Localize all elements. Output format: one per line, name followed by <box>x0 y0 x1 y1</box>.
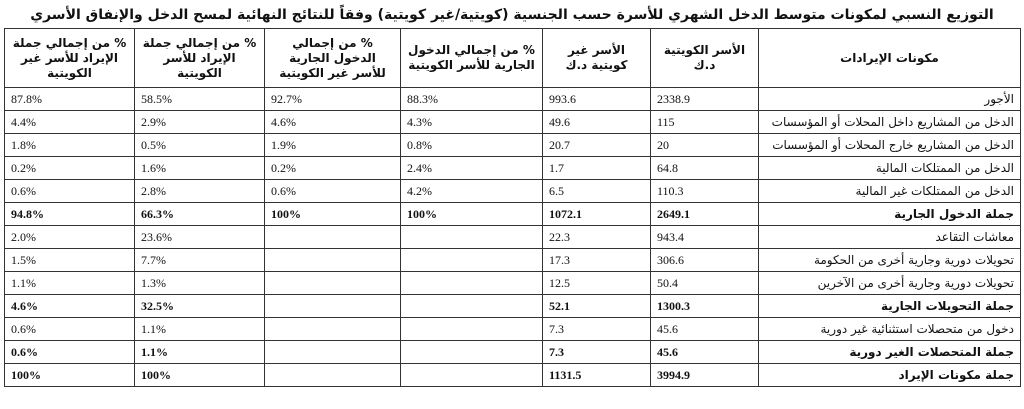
kuwaiti-value: 2649.1 <box>651 203 759 226</box>
row-label: الأجور <box>759 88 1021 111</box>
non-kuwaiti-value: 1072.1 <box>543 203 651 226</box>
header-pct-current-non-kuwaiti: % من إجمالي الدخول الجارية للأسر غير الكويتية <box>265 29 401 88</box>
pct-current-non-kuwaiti: 100% <box>265 203 401 226</box>
non-kuwaiti-value: 20.7 <box>543 134 651 157</box>
header-non-kuwaiti: الأسر غير كويتية د.ك <box>543 29 651 88</box>
pct-current-non-kuwaiti <box>265 295 401 318</box>
pct-current-non-kuwaiti <box>265 318 401 341</box>
pct-current-kuwaiti: 100% <box>401 203 543 226</box>
non-kuwaiti-value: 49.6 <box>543 111 651 134</box>
pct-total-kuwaiti: 2.8% <box>135 180 265 203</box>
pct-total-non-kuwaiti: 1.5% <box>5 249 135 272</box>
pct-current-kuwaiti <box>401 226 543 249</box>
kuwaiti-value: 1300.3 <box>651 295 759 318</box>
header-components: مكونات الإيرادات <box>759 29 1021 88</box>
pct-total-kuwaiti: 66.3% <box>135 203 265 226</box>
header-pct-total-non-kuwaiti: % من إجمالي جملة الإيراد للأسر غير الكويتية <box>5 29 135 88</box>
pct-current-non-kuwaiti <box>265 341 401 364</box>
pct-current-non-kuwaiti <box>265 226 401 249</box>
pct-current-kuwaiti <box>401 318 543 341</box>
pct-current-kuwaiti: 4.2% <box>401 180 543 203</box>
row-label: الدخل من المشاريع داخل المحلات أو المؤسسات <box>759 111 1021 134</box>
kuwaiti-value: 45.6 <box>651 318 759 341</box>
non-kuwaiti-value: 22.3 <box>543 226 651 249</box>
pct-current-kuwaiti: 2.4% <box>401 157 543 180</box>
non-kuwaiti-value: 7.3 <box>543 341 651 364</box>
table-row <box>5 111 1021 134</box>
table-row <box>5 226 1021 249</box>
row-label: الدخل من المشاريع خارج المحلات أو المؤسسات <box>759 134 1021 157</box>
pct-current-non-kuwaiti <box>265 272 401 295</box>
kuwaiti-value: 3994.9 <box>651 364 759 387</box>
pct-total-kuwaiti: 7.7% <box>135 249 265 272</box>
page-title: التوزيع النسبي لمكونات متوسط الدخل الشهري للأسرة حسب الجنسية (كويتية/غير كويتية) وفقاً للنتائج النهائية لمسح الدخل والإنفاق الأسري <box>30 7 994 23</box>
header-pct-total-kuwaiti: % من إجمالي جملة الإيراد للأسر الكويتية <box>135 29 265 88</box>
pct-total-non-kuwaiti: 2.0% <box>5 226 135 249</box>
pct-total-kuwaiti: 100% <box>135 364 265 387</box>
header-kuwaiti: الأسر الكويتية د.ك <box>651 29 759 88</box>
non-kuwaiti-value: 17.3 <box>543 249 651 272</box>
pct-total-kuwaiti: 1.6% <box>135 157 265 180</box>
pct-total-kuwaiti: 1.3% <box>135 272 265 295</box>
pct-current-kuwaiti <box>401 272 543 295</box>
total-row <box>5 364 1021 387</box>
table-row <box>5 88 1021 111</box>
pct-total-kuwaiti: 1.1% <box>135 341 265 364</box>
pct-current-kuwaiti <box>401 341 543 364</box>
pct-total-non-kuwaiti: 1.8% <box>5 134 135 157</box>
pct-total-non-kuwaiti: 0.6% <box>5 341 135 364</box>
pct-current-kuwaiti: 4.3% <box>401 111 543 134</box>
pct-total-kuwaiti: 0.5% <box>135 134 265 157</box>
kuwaiti-value: 943.4 <box>651 226 759 249</box>
row-label: جملة التحويلات الجارية <box>759 295 1021 318</box>
row-label: تحويلات دورية وجارية أخرى من الآخرين <box>759 272 1021 295</box>
pct-total-kuwaiti: 2.9% <box>135 111 265 134</box>
table-row <box>5 180 1021 203</box>
header-row <box>5 29 1021 88</box>
pct-current-non-kuwaiti: 0.2% <box>265 157 401 180</box>
pct-current-kuwaiti <box>401 249 543 272</box>
kuwaiti-value: 64.8 <box>651 157 759 180</box>
row-label: دخول من متحصلات استثنائية غير دورية <box>759 318 1021 341</box>
row-label: الدخل من الممتلكات المالية <box>759 157 1021 180</box>
header-pct-current-kuwaiti: % من إجمالي الدخول الجارية للأسر الكويتية <box>401 29 543 88</box>
pct-total-non-kuwaiti: 4.6% <box>5 295 135 318</box>
total-row <box>5 341 1021 364</box>
table-row <box>5 249 1021 272</box>
table-row <box>5 272 1021 295</box>
pct-total-kuwaiti: 1.1% <box>135 318 265 341</box>
pct-current-kuwaiti: 0.8% <box>401 134 543 157</box>
pct-total-non-kuwaiti: 0.2% <box>5 157 135 180</box>
pct-total-kuwaiti: 23.6% <box>135 226 265 249</box>
pct-total-kuwaiti: 32.5% <box>135 295 265 318</box>
table-row <box>5 134 1021 157</box>
kuwaiti-value: 110.3 <box>651 180 759 203</box>
row-label: جملة مكونات الإيراد <box>759 364 1021 387</box>
kuwaiti-value: 20 <box>651 134 759 157</box>
income-table <box>4 28 1021 387</box>
pct-total-non-kuwaiti: 4.4% <box>5 111 135 134</box>
row-label: الدخل من الممتلكات غير المالية <box>759 180 1021 203</box>
pct-current-non-kuwaiti: 4.6% <box>265 111 401 134</box>
kuwaiti-value: 45.6 <box>651 341 759 364</box>
row-label: جملة الدخول الجارية <box>759 203 1021 226</box>
pct-total-non-kuwaiti: 0.6% <box>5 180 135 203</box>
pct-total-non-kuwaiti: 94.8% <box>5 203 135 226</box>
pct-current-non-kuwaiti: 1.9% <box>265 134 401 157</box>
pct-current-non-kuwaiti <box>265 364 401 387</box>
non-kuwaiti-value: 1.7 <box>543 157 651 180</box>
pct-current-non-kuwaiti <box>265 249 401 272</box>
pct-current-kuwaiti <box>401 364 543 387</box>
total-row <box>5 203 1021 226</box>
pct-total-non-kuwaiti: 100% <box>5 364 135 387</box>
kuwaiti-value: 115 <box>651 111 759 134</box>
table-row <box>5 318 1021 341</box>
pct-total-non-kuwaiti: 0.6% <box>5 318 135 341</box>
pct-current-non-kuwaiti: 0.6% <box>265 180 401 203</box>
kuwaiti-value: 306.6 <box>651 249 759 272</box>
non-kuwaiti-value: 12.5 <box>543 272 651 295</box>
row-label: معاشات التقاعد <box>759 226 1021 249</box>
pct-total-non-kuwaiti: 1.1% <box>5 272 135 295</box>
kuwaiti-value: 50.4 <box>651 272 759 295</box>
pct-total-non-kuwaiti: 87.8% <box>5 88 135 111</box>
pct-total-kuwaiti: 58.5% <box>135 88 265 111</box>
non-kuwaiti-value: 7.3 <box>543 318 651 341</box>
table-body <box>5 88 1021 387</box>
row-label: جملة المتحصلات الغير دورية <box>759 341 1021 364</box>
non-kuwaiti-value: 1131.5 <box>543 364 651 387</box>
non-kuwaiti-value: 993.6 <box>543 88 651 111</box>
non-kuwaiti-value: 52.1 <box>543 295 651 318</box>
pct-current-kuwaiti <box>401 295 543 318</box>
row-label: تحويلات دورية وجارية أخرى من الحكومة <box>759 249 1021 272</box>
kuwaiti-value: 2338.9 <box>651 88 759 111</box>
non-kuwaiti-value: 6.5 <box>543 180 651 203</box>
pct-current-kuwaiti: 88.3% <box>401 88 543 111</box>
pct-current-non-kuwaiti: 92.7% <box>265 88 401 111</box>
total-row <box>5 295 1021 318</box>
table-row <box>5 157 1021 180</box>
